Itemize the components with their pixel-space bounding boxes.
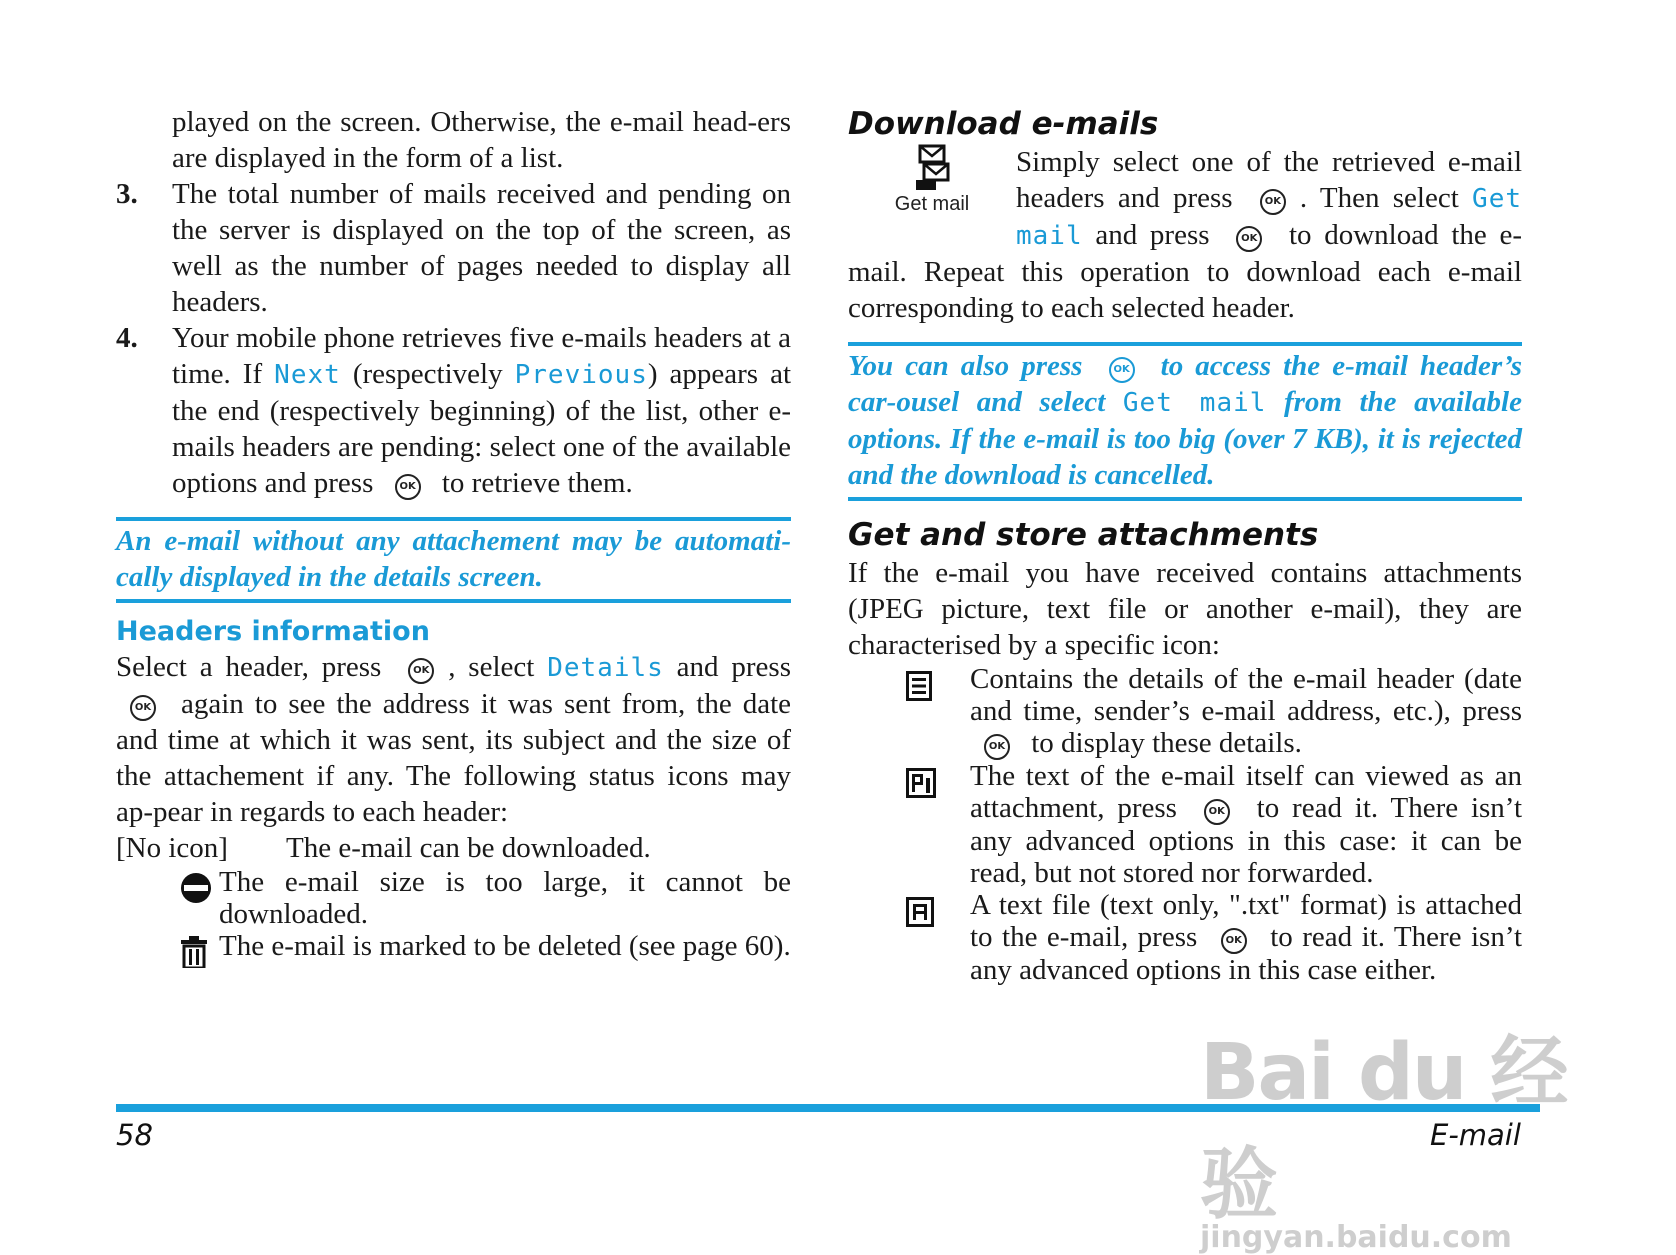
ok-key-icon: OK	[1260, 189, 1286, 215]
trash-icon	[180, 936, 208, 975]
status-too-large	[116, 866, 791, 930]
ok-key-icon: OK	[1236, 226, 1262, 252]
ok-key-icon: OK	[395, 474, 421, 500]
watermark-brand: Bai du 经验	[1200, 1028, 1567, 1230]
list-item-4	[116, 320, 791, 501]
continued-paragraph: played on the screen. Otherwise, the e-mail head-ers are displayed in the form of a list.	[172, 106, 791, 174]
ok-key-icon: OK	[984, 734, 1010, 760]
note-text: to access the e-mail header’s car-ousel and select	[848, 350, 1523, 418]
status-text: The e-mail can be downloaded.	[286, 832, 651, 864]
note-box-carousel	[848, 342, 1522, 501]
text-part: again to see the address it was sent from, the date and time at which it was sent, its subject and the size of the attachement if any. The following status icons may ap-pear in regards to each header:	[116, 688, 791, 828]
note-text: from the available options. If the e-mail is too big (over 7 KB), it is rejected and the download is cancelled.	[848, 386, 1522, 491]
chapter-title: E-mail	[1430, 1118, 1521, 1152]
status-deleted	[116, 930, 791, 962]
list-text-part: Your mobile phone retrieves five e-mails headers at a time. If	[172, 322, 791, 390]
list-text-part: ) appears at the end (respectively beginning) of the list, other e-mails headers are pending: select one of the available options and press	[172, 358, 792, 499]
footer-divider	[116, 1104, 1540, 1112]
status-text: The e-mail size is too large, it cannot be downloaded.	[219, 866, 791, 930]
attachment-text-file	[848, 889, 1522, 986]
attachment-text: to display these details.	[1031, 727, 1302, 759]
menu-option-details: Details	[547, 653, 664, 683]
details-icon	[906, 671, 932, 708]
ok-key-icon: OK	[1221, 928, 1247, 954]
ok-key-icon: OK	[1109, 357, 1135, 383]
ok-key-icon: OK	[130, 695, 156, 721]
status-label: [No icon]	[116, 832, 228, 864]
list-text-part: (respectively	[352, 358, 503, 390]
status-no-icon	[116, 830, 791, 866]
text-part: Select a header, press	[116, 651, 382, 683]
attachment-email-text	[848, 760, 1522, 889]
headers-information-heading: Headers information	[116, 616, 430, 647]
watermark-url: jingyan.baidu.com	[1200, 1220, 1512, 1255]
list-item-3	[116, 176, 791, 320]
download-emails-heading: Download e-mails	[848, 106, 1159, 142]
no-entry-icon	[180, 872, 212, 911]
get-mail-icon	[910, 144, 954, 192]
menu-option-get-mail: Get mail	[1122, 388, 1267, 418]
attachment-text: Contains the details of the e-mail header (date and time, sender’s e-mail address, etc.), press	[970, 663, 1522, 727]
menu-option-previous: Previous	[514, 360, 648, 390]
get-mail-icon-block	[848, 144, 1016, 254]
text-part: Simply select one of the retrieved e-mail headers and press	[1016, 146, 1522, 214]
ok-key-icon: OK	[1204, 799, 1230, 825]
right-column	[848, 104, 1522, 986]
note-text: An e-mail without any attachement may be automati-cally displayed in the details screen.	[116, 525, 791, 593]
email-text-icon	[906, 768, 936, 805]
ok-key-icon: OK	[408, 658, 434, 684]
list-number: 4.	[116, 322, 138, 354]
list-text-part: to retrieve them.	[441, 467, 633, 499]
attachment-text: to read it. There isn’t any advanced options in this case: it can be read, but not stored nor forwarded.	[970, 792, 1522, 889]
text-part: to download the e-mail. Repeat this operation to download each e-mail corresponding to each selected header.	[848, 219, 1522, 324]
note-box-auto-display	[116, 517, 791, 603]
text-part: . Then select	[1299, 182, 1459, 214]
baidu-watermark-logo	[1200, 1010, 1590, 1255]
text-part: , select	[448, 651, 535, 683]
text-part: and press	[1095, 219, 1210, 251]
status-text: The e-mail is marked to be deleted (see page 60).	[219, 930, 791, 962]
attachment-text: to read it. There isn’t any advanced options in this case either.	[970, 921, 1523, 986]
attachment-header-details	[848, 663, 1522, 760]
menu-option-next: Next	[274, 360, 341, 390]
menu-option-get-mail: Get mail	[1016, 184, 1523, 251]
attachment-text: A text file (text only, ".txt" format) is attached to the e-mail, press	[970, 889, 1522, 953]
page-number: 58	[116, 1118, 153, 1152]
attachment-text: The text of the e-mail itself can viewed as an attachment, press	[970, 760, 1522, 824]
attachments-paragraph: If the e-mail you have received contains attachments (JPEG picture, text file or another e-mail), they are characterised by a specific icon:	[848, 557, 1522, 661]
headers-paragraph	[116, 649, 791, 830]
text-file-icon	[906, 897, 934, 934]
get-mail-caption: Get mail	[894, 193, 970, 215]
attachments-heading: Get and store attachments	[848, 517, 1319, 553]
list-text: The total number of mails received and pending on the server is displayed on the top of the screen, as well as the number of pages needed to display all headers.	[172, 178, 791, 318]
left-column	[116, 104, 791, 962]
list-number: 3.	[116, 178, 138, 210]
note-text: You can also press	[848, 350, 1083, 382]
text-part: and press	[676, 651, 791, 683]
